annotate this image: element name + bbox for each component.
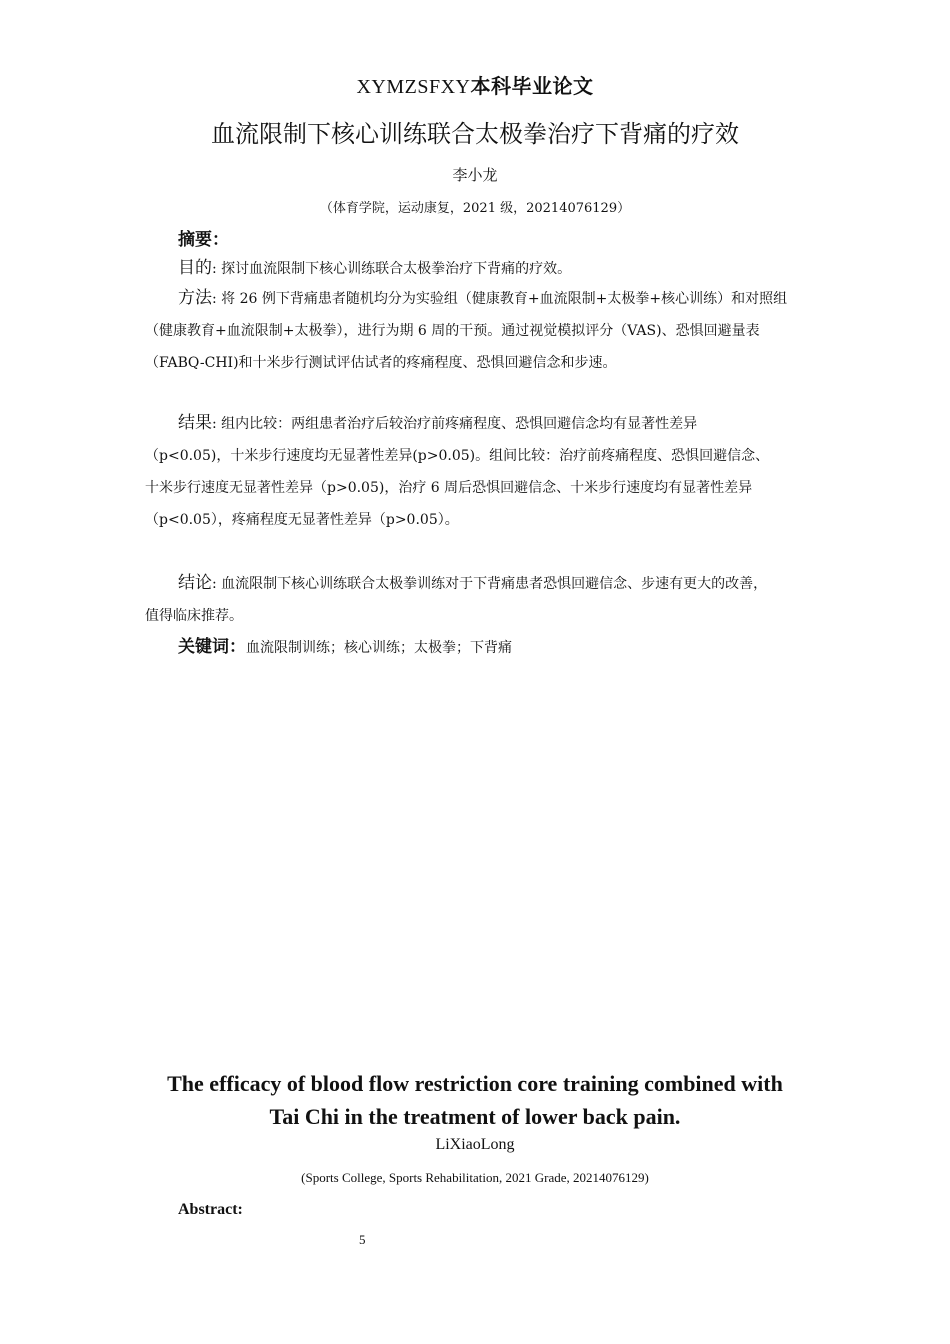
- header-cn: 本科毕业论文: [470, 74, 594, 98]
- conclusion-text: : 血流限制下核心训练联合太极拳训练对于下背痛患者恐惧回避信念、步速有更大的改善，值得临床推荐。: [145, 576, 768, 624]
- keywords-label: 关键词：: [178, 637, 246, 657]
- methods-label: 方法: [178, 288, 212, 308]
- affiliation-en: (Sports College, Sports Rehabilitation, 2021 Grade, 20214076129): [301, 1170, 649, 1185]
- keywords-paragraph: [145, 631, 770, 664]
- objective-text: : 探讨血流限制下核心训练联合太极拳治疗下背痛的疗效。: [212, 261, 572, 277]
- methods-paragraph: [145, 282, 807, 379]
- author-cn: 李小龙: [452, 166, 498, 184]
- keywords-text: 血流限制训练；核心训练；太极拳；下背痛: [246, 640, 512, 656]
- thesis-header: [0, 70, 950, 99]
- objective-label: 目的: [178, 258, 212, 278]
- conclusion-paragraph: [145, 567, 770, 632]
- results-text: : 组内比较：两组患者治疗后较治疗前疼痛程度、恐惧回避信念均有显著性差异（p<0.05)，十米步行速度均无显著性差异(p>0.05)。组间比较：治疗前疼痛程度、恐惧回避信念、十米步行速度无显著性差异（p>0.05)，治疗 6 周后恐惧回避信念、十米步行速度均有显著性差异（p<0.05），疼痛程度无显著性差异（p>0.05）。: [145, 416, 770, 528]
- abstract-heading-cn: 摘要：: [178, 230, 229, 250]
- header-latin: XYMZSFXY: [356, 76, 471, 98]
- title-en: The efficacy of blood flow restriction core training combined with Tai Chi in the treatment of lower back pain.: [167, 1071, 783, 1129]
- abstract-heading-en: Abstract:: [178, 1201, 243, 1218]
- results-paragraph: [145, 407, 770, 536]
- results-label: 结果: [178, 413, 212, 433]
- title-cn: 血流限制下核心训练联合太极拳治疗下背痛的疗效: [211, 120, 739, 148]
- affiliation-cn: （体育学院，运动康复，2021 级，20214076129）: [319, 201, 631, 216]
- author-en: LiXiaoLong: [435, 1136, 515, 1153]
- objective-paragraph: [145, 252, 770, 285]
- conclusion-label: 结论: [178, 573, 212, 593]
- page-number: 5: [359, 1232, 366, 1247]
- methods-text: : 将 26 例下背痛患者随机均分为实验组（健康教育+血流限制+太极拳+核心训练）和对照组（健康教育+血流限制+太极拳），进行为期 6 周的干预。通过视觉模拟评分（VAS)、恐惧回避量表（FABQ-CHI)和十米步行测试评估试者的疼痛程度、恐惧回避信念和步速。: [145, 291, 788, 371]
